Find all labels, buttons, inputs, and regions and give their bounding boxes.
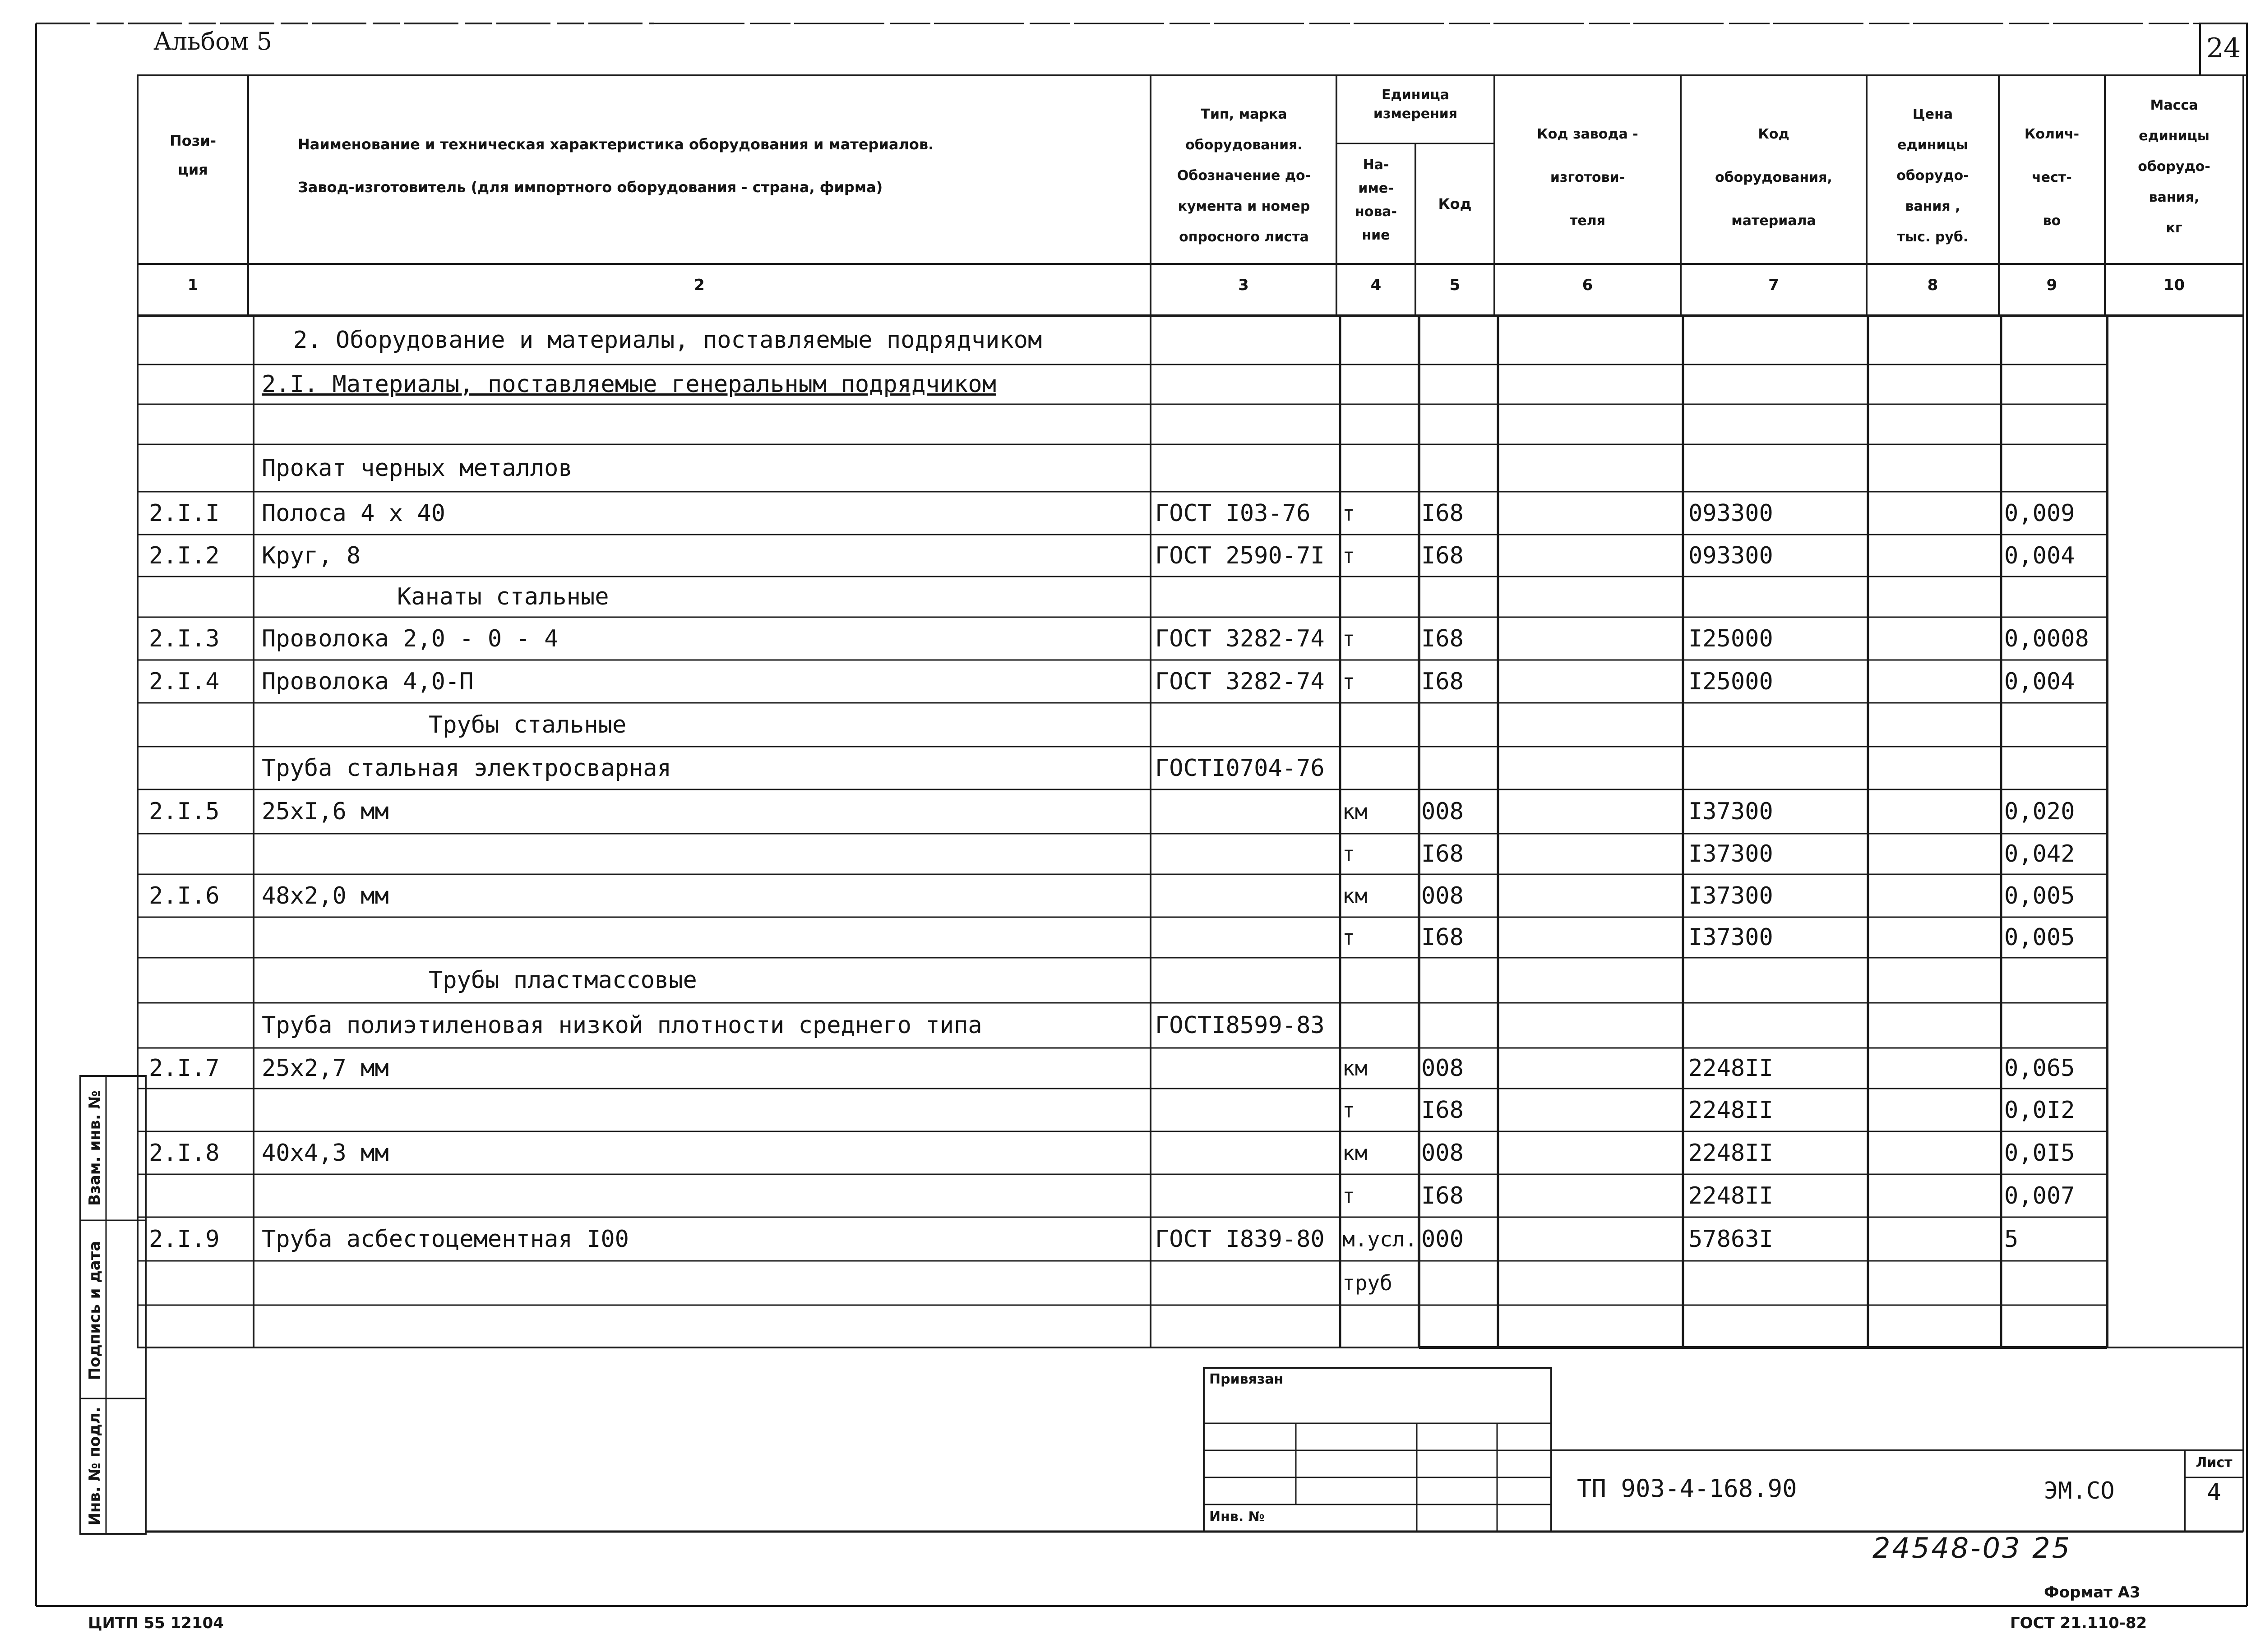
cell-quantity (2004, 1261, 2106, 1305)
cell-document (1155, 874, 1336, 917)
cell-document (1155, 1089, 1336, 1131)
cell-unit-code (1421, 1261, 1498, 1305)
table-row (0, 703, 2256, 747)
cell-quantity: 0,0I5 (2004, 1139, 2075, 1167)
cell-name (262, 917, 1146, 958)
col-factory-code-header (1494, 113, 1681, 243)
col-number-10: 10 (2163, 276, 2185, 294)
table-row (0, 535, 2256, 577)
cell-equip-code (1688, 703, 1864, 747)
col-mass-line: вания, (2149, 189, 2200, 205)
cell-equip-code: 2248II (1688, 1182, 1773, 1209)
table-row (0, 1305, 2256, 1347)
cell-name: 2.I. Материалы, поставляемые генеральным подрядчиком (262, 371, 996, 398)
page-number: 24 (2206, 32, 2241, 64)
cell-position (149, 1089, 248, 1131)
cell-name: Проволока 4,0-П (262, 668, 474, 695)
format-label: Формат А3 (2044, 1583, 2140, 1601)
cell-unit (1342, 365, 1419, 404)
cell-quantity: 0,009 (2004, 499, 2075, 527)
cell-unit: т (1342, 501, 1355, 526)
cell-name: 25х2,7 мм (262, 1055, 389, 1082)
cell-quantity: 0,065 (2004, 1055, 2075, 1082)
title-linked: Привязан (1209, 1371, 1284, 1387)
cell-unit-code: I68 (1421, 1096, 1464, 1124)
cell-quantity: 0,042 (2004, 840, 2075, 868)
cell-equip-code (1688, 1003, 1864, 1048)
standard-label: ГОСТ 21.110-82 (2010, 1614, 2147, 1632)
table-row (0, 365, 2256, 404)
cell-quantity (2004, 1003, 2106, 1048)
table-row (0, 834, 2256, 874)
cell-position (149, 365, 248, 404)
cell-unit-code (1421, 404, 1498, 444)
col-number-6: 6 (1582, 276, 1593, 294)
col-factory-code-line: теля (1570, 213, 1605, 229)
cell-unit-code (1421, 703, 1498, 747)
cell-name: 40х4,3 мм (262, 1139, 389, 1167)
cell-equip-code: I37300 (1688, 798, 1773, 825)
col-price-line: вания , (1905, 198, 1960, 214)
col-unit-group-line: Единица (1382, 87, 1449, 103)
table-row (0, 747, 2256, 789)
cell-name: 2. Оборудование и материалы, поставляемые подрядчиком (293, 327, 1042, 354)
cell-name: Труба стальная электросварная (262, 754, 671, 782)
cell-quantity (2004, 703, 2106, 747)
cell-equip-code (1688, 747, 1864, 789)
col-price-line: Цена (1912, 106, 1953, 122)
col-equip-code-line: оборудования, (1715, 170, 1832, 185)
cell-equip-code (1688, 577, 1864, 617)
cell-unit: т (1342, 543, 1355, 568)
cell-equip-code (1688, 316, 1864, 365)
cell-unit-code: 008 (1421, 1055, 1464, 1082)
col-type-line: Обозначение до- (1177, 168, 1311, 184)
col-unit-name-line: ние (1362, 227, 1390, 243)
cell-unit: т (1342, 626, 1355, 651)
col-mass-line: Масса (2150, 97, 2198, 113)
col-unit-name-line: нова- (1355, 204, 1397, 220)
cell-position (149, 404, 248, 444)
cell-document (1155, 1174, 1336, 1217)
col-name-header (253, 120, 1196, 205)
cell-unit (1342, 1305, 1419, 1347)
cell-name: Трубы стальные (429, 711, 627, 738)
stamp-inv-replace: Взам. инв. № (86, 1090, 104, 1206)
cell-equip-code: I25000 (1688, 668, 1773, 695)
cell-unit-code (1421, 1305, 1498, 1347)
cell-position (149, 1305, 248, 1347)
cell-position: 2.I.4 (149, 668, 220, 695)
cell-unit: км (1342, 883, 1368, 908)
cell-unit (1342, 404, 1419, 444)
cell-document: ГОСТ I03-76 (1155, 499, 1311, 527)
cell-quantity (2004, 316, 2106, 365)
cell-quantity: 0,005 (2004, 882, 2075, 909)
cell-document (1155, 1305, 1336, 1347)
col-price-line: единицы (1897, 137, 1968, 153)
cell-position (149, 703, 248, 747)
col-type-line: оборудования. (1185, 137, 1303, 153)
col-unit-group-line: измерения (1373, 106, 1458, 122)
table-row (0, 444, 2256, 492)
cell-position (149, 958, 248, 1003)
cell-position (149, 834, 248, 874)
cell-unit-code (1421, 316, 1498, 365)
cell-name: 48х2,0 мм (262, 882, 389, 909)
col-number-4: 4 (1370, 276, 1382, 294)
cell-unit-code: I68 (1421, 668, 1464, 695)
cell-position (149, 747, 248, 789)
cell-unit: труб (1342, 1271, 1392, 1295)
col-number-9: 9 (2046, 276, 2057, 294)
cell-position (149, 577, 248, 617)
col-unit-group-header (1336, 86, 1494, 124)
col-number-3: 3 (1238, 276, 1249, 294)
cell-unit (1342, 316, 1419, 365)
cell-name (262, 1305, 1146, 1347)
cell-unit-code: 008 (1421, 1139, 1464, 1167)
cell-equip-code (1688, 958, 1864, 1003)
album-label: Альбом 5 (153, 27, 273, 55)
col-factory-code-line: Код завода - (1537, 126, 1638, 142)
cell-quantity (2004, 444, 2106, 492)
cell-equip-code: 093300 (1688, 542, 1773, 569)
cell-equip-code (1688, 1305, 1864, 1347)
cell-position: 2.I.7 (149, 1055, 220, 1082)
col-qty-header (1999, 113, 2105, 243)
cell-position (149, 1261, 248, 1305)
title-mark: ЭМ.СО (2044, 1477, 2115, 1504)
cell-name: Труба полиэтиленовая низкой плотности среднего типа (262, 1012, 982, 1039)
cell-unit-code (1421, 577, 1498, 617)
col-equip-code-header (1681, 113, 1867, 243)
table-row (0, 874, 2256, 917)
cell-quantity (2004, 958, 2106, 1003)
cell-equip-code: 2248II (1688, 1096, 1773, 1124)
cell-name: Труба асбестоцементная I00 (262, 1225, 629, 1253)
cell-name (262, 1174, 1146, 1217)
cell-position: 2.I.2 (149, 542, 220, 569)
cell-position: 2.I.5 (149, 798, 220, 825)
cell-name (262, 404, 1146, 444)
cell-equip-code: I37300 (1688, 882, 1773, 909)
col-pos-header (138, 126, 248, 184)
cell-position: 2.I.9 (149, 1225, 220, 1253)
left-code: ЦИТП 55 12104 (88, 1614, 224, 1632)
cell-name: Прокат черных металлов (262, 454, 573, 482)
cell-equip-code (1688, 1261, 1864, 1305)
col-type-line: кумента и номер (1178, 198, 1310, 214)
cell-unit: м.усл. (1342, 1227, 1418, 1251)
col-unit-name-line: На- (1363, 157, 1389, 173)
cell-unit-code: I68 (1421, 1182, 1464, 1209)
cell-position: 2.I.I (149, 499, 220, 527)
cell-document (1155, 365, 1336, 404)
cell-document (1155, 1048, 1336, 1089)
cell-unit: т (1342, 1183, 1355, 1208)
cell-unit-code: I68 (1421, 499, 1464, 527)
col-mass-line: кг (2166, 220, 2182, 236)
cell-unit (1342, 747, 1419, 789)
col-number-5: 5 (1449, 276, 1461, 294)
table-row (0, 1089, 2256, 1131)
col-price-line: тыс. руб. (1897, 229, 1969, 245)
cell-unit: т (1342, 925, 1355, 950)
table-row (0, 917, 2256, 958)
cell-quantity (2004, 365, 2106, 404)
col-mass-line: оборудо- (2138, 159, 2210, 175)
col-pos-line: ция (178, 161, 208, 178)
cell-equip-code: 093300 (1688, 499, 1773, 527)
col-qty-line: чест- (2032, 170, 2072, 185)
cell-equip-code: 2248II (1688, 1055, 1773, 1082)
col-name-line: Наименование и техническая характеристика оборудования и материалов. (298, 136, 934, 153)
table-row (0, 1174, 2256, 1217)
cell-unit (1342, 577, 1419, 617)
cell-unit (1342, 444, 1419, 492)
col-factory-code-line: изготови- (1550, 170, 1625, 185)
col-unit-name-header (1336, 153, 1415, 247)
cell-name: Канаты стальные (397, 583, 609, 610)
cell-unit-code (1421, 1003, 1498, 1048)
cell-position: 2.I.3 (149, 625, 220, 652)
cell-document (1155, 703, 1336, 747)
table-row (0, 577, 2256, 617)
cell-document (1155, 316, 1336, 365)
cell-name: Трубы пластмассовые (429, 967, 697, 994)
stamp-sign-date: Подпись и дата (86, 1241, 104, 1380)
cell-name: 25хI,6 мм (262, 798, 389, 825)
col-unit-name-line: име- (1358, 180, 1394, 196)
cell-quantity: 0,004 (2004, 668, 2075, 695)
cell-document (1155, 1131, 1336, 1174)
cell-unit-code (1421, 747, 1498, 789)
col-number-8: 8 (1927, 276, 1938, 294)
cell-name: Проволока 2,0 - 0 - 4 (262, 625, 559, 652)
col-type-line: Тип, марка (1201, 106, 1287, 122)
cell-unit-code (1421, 365, 1498, 404)
table-row (0, 789, 2256, 834)
cell-document (1155, 577, 1336, 617)
cell-equip-code (1688, 444, 1864, 492)
col-mass-line: единицы (2139, 128, 2210, 144)
cell-unit: км (1342, 1140, 1368, 1165)
cell-unit-code: I68 (1421, 625, 1464, 652)
col-price-line: оборудо- (1896, 168, 1969, 184)
cell-unit-code: I68 (1421, 542, 1464, 569)
cell-quantity (2004, 1305, 2106, 1347)
table-row (0, 1003, 2256, 1048)
cell-position: 2.I.6 (149, 882, 220, 909)
cell-name (262, 834, 1146, 874)
title-doc-code: ТП 903-4-168.90 (1577, 1474, 1797, 1503)
cell-quantity: 0,004 (2004, 542, 2075, 569)
cell-quantity: 0,0I2 (2004, 1096, 2075, 1124)
handwritten-number: 24548-03 25 (1872, 1532, 2072, 1564)
cell-quantity (2004, 577, 2106, 617)
col-unit-code-header: Код (1438, 195, 1472, 212)
cell-quantity: 0,020 (2004, 798, 2075, 825)
cell-name: Полоса 4 х 40 (262, 499, 445, 527)
table-row (0, 1261, 2256, 1305)
cell-unit (1342, 958, 1419, 1003)
cell-unit-code: 008 (1421, 882, 1464, 909)
cell-quantity: 0,005 (2004, 924, 2075, 951)
col-mass-header (2105, 90, 2243, 244)
cell-unit-code: 000 (1421, 1225, 1464, 1253)
cell-unit-code (1421, 958, 1498, 1003)
cell-document: ГОСТ 2590-7I (1155, 542, 1325, 569)
cell-position (149, 1003, 248, 1048)
cell-position (149, 444, 248, 492)
col-equip-code-line: материала (1731, 213, 1816, 229)
cell-equip-code (1688, 365, 1864, 404)
col-type-header (1151, 99, 1336, 253)
cell-quantity: 0,007 (2004, 1182, 2075, 1209)
title-inv-no: Инв. № (1209, 1509, 1265, 1525)
cell-document (1155, 404, 1336, 444)
cell-unit-code: 008 (1421, 798, 1464, 825)
cell-quantity: 5 (2004, 1225, 2019, 1253)
table-row (0, 1131, 2256, 1174)
cell-unit: т (1342, 1098, 1355, 1122)
table-row (0, 958, 2256, 1003)
cell-position (149, 917, 248, 958)
cell-name: Круг, 8 (262, 542, 361, 569)
cell-unit-code: I68 (1421, 924, 1464, 951)
table-row (0, 660, 2256, 703)
cell-unit: км (1342, 1056, 1368, 1080)
cell-unit: т (1342, 842, 1355, 866)
cell-unit (1342, 1003, 1419, 1048)
table-row (0, 1048, 2256, 1089)
cell-document: ГОСТI0704-76 (1155, 754, 1325, 782)
cell-equip-code: I37300 (1688, 840, 1773, 868)
cell-quantity (2004, 404, 2106, 444)
col-number-2: 2 (694, 276, 705, 294)
cell-document (1155, 444, 1336, 492)
cell-unit-code: I68 (1421, 840, 1464, 868)
title-sheet-value: 4 (2207, 1479, 2221, 1506)
cell-document (1155, 1261, 1336, 1305)
cell-unit: т (1342, 669, 1355, 694)
cell-document (1155, 789, 1336, 834)
cell-equip-code: 2248II (1688, 1139, 1773, 1167)
table-row (0, 404, 2256, 444)
cell-quantity (2004, 747, 2106, 789)
cell-document: ГОСТI8599-83 (1155, 1012, 1325, 1039)
table-row (0, 316, 2256, 365)
col-qty-line: во (2043, 213, 2061, 229)
table-row (0, 617, 2256, 660)
cell-position (149, 316, 248, 365)
cell-unit: км (1342, 799, 1368, 824)
col-type-line: опросного листа (1179, 229, 1309, 245)
cell-equip-code: I25000 (1688, 625, 1773, 652)
col-name-line: Завод-изготовитель (для импортного оборудования - страна, фирма) (298, 179, 883, 196)
cell-position (149, 1174, 248, 1217)
cell-name (262, 1089, 1146, 1131)
table-row (0, 492, 2256, 535)
stamp-inv-orig: Инв. № подл. (86, 1407, 104, 1526)
table-row (0, 1217, 2256, 1261)
col-number-1: 1 (187, 276, 199, 294)
col-number-7: 7 (1768, 276, 1779, 294)
cell-equip-code: I37300 (1688, 924, 1773, 951)
cell-document (1155, 958, 1336, 1003)
cell-unit (1342, 703, 1419, 747)
cell-quantity: 0,0008 (2004, 625, 2089, 652)
cell-document: ГОСТ 3282-74 (1155, 668, 1325, 695)
cell-document (1155, 917, 1336, 958)
cell-document: ГОСТ 3282-74 (1155, 625, 1325, 652)
cell-position: 2.I.8 (149, 1139, 220, 1167)
col-qty-line: Колич- (2024, 126, 2080, 142)
cell-document (1155, 834, 1336, 874)
col-equip-code-line: Код (1758, 126, 1789, 142)
cell-name (262, 1261, 1146, 1305)
cell-unit-code (1421, 444, 1498, 492)
cell-equip-code (1688, 404, 1864, 444)
col-pos-line: Пози- (169, 132, 217, 149)
title-sheet-label: Лист (2196, 1455, 2233, 1471)
cell-document: ГОСТ I839-80 (1155, 1225, 1325, 1253)
cell-equip-code: 57863I (1688, 1225, 1773, 1253)
col-price-header (1867, 99, 1999, 253)
